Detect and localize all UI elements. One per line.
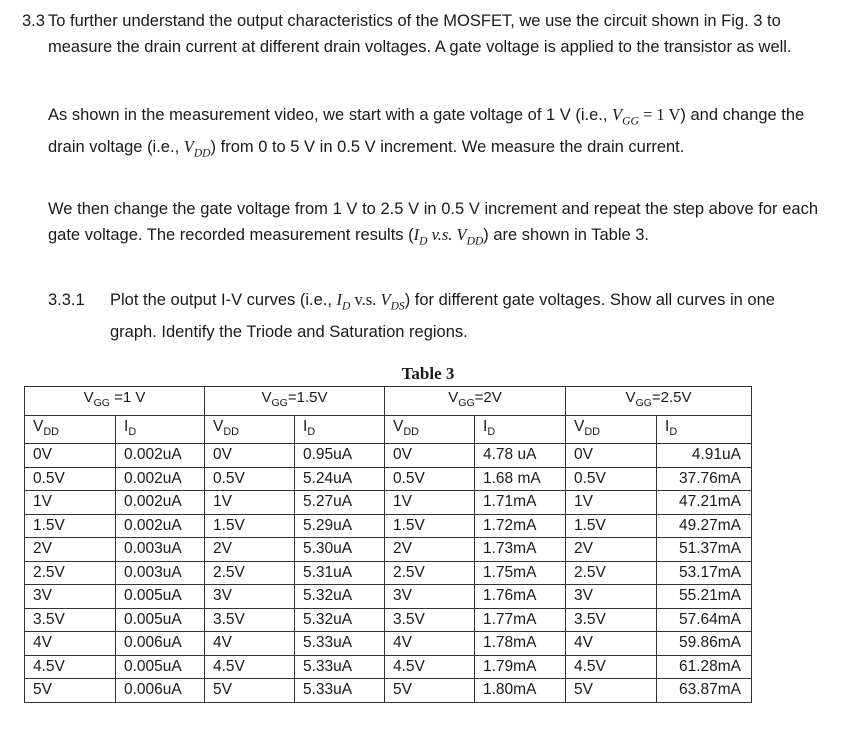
table-row: [25, 655, 752, 679]
vdd-cell: 2V: [205, 538, 295, 562]
id-cell: 1.79mA: [475, 655, 566, 679]
vdd-cell: 5V: [205, 679, 295, 703]
vdd-cell: 1V: [385, 491, 475, 515]
col-header-vdd: $V_{DD}$: [205, 415, 295, 444]
col-header-id: $I_D$: [116, 415, 205, 444]
id-cell: 0.005uA: [116, 655, 205, 679]
id-vs-vdd-math: $I_D$ v.s. $V_{DD}$: [413, 225, 484, 248]
vdd-cell: 3V: [566, 585, 657, 609]
id-cell: 0.002uA: [116, 444, 205, 468]
id-cell: 1.76mA: [475, 585, 566, 609]
vdd-cell: 4.5V: [385, 655, 475, 679]
vdd-cell: 2.5V: [205, 561, 295, 585]
vdd-cell: 0V: [205, 444, 295, 468]
vdd-cell: 1V: [566, 491, 657, 515]
vdd-cell: 1V: [205, 491, 295, 515]
group-vgg-2-5: $V_{GG}=2.5V$: [566, 387, 752, 416]
vdd-cell: 4.5V: [25, 655, 116, 679]
vdd-cell: 2.5V: [566, 561, 657, 585]
col-header-id: $I_D$: [657, 415, 752, 444]
id-cell: 57.64mA: [657, 608, 752, 632]
group-header-row: [25, 387, 752, 416]
vdd-cell: 0V: [385, 444, 475, 468]
id-cell: 0.002uA: [116, 491, 205, 515]
vdd-cell: 5V: [385, 679, 475, 703]
id-cell: 53.17mA: [657, 561, 752, 585]
id-cell: 5.33uA: [295, 655, 385, 679]
id-cell: 1.71mA: [475, 491, 566, 515]
id-cell: 5.33uA: [295, 632, 385, 656]
vdd-cell: 3.5V: [25, 608, 116, 632]
id-cell: 49.27mA: [657, 514, 752, 538]
table-caption: Table 3: [401, 364, 455, 383]
id-cell: 4.91uA: [657, 444, 752, 468]
vdd-cell: 3V: [385, 585, 475, 609]
table-row: [25, 538, 752, 562]
id-cell: 5.30uA: [295, 538, 385, 562]
column-header-row: [25, 415, 752, 444]
id-cell: 0.003uA: [116, 538, 205, 562]
id-cell: 1.78mA: [475, 632, 566, 656]
subsection-3-3-1: [48, 287, 818, 345]
repeat-paragraph: We then change the gate voltage from 1 V to 2.5 V in 0.5 V increment and repeat the step above for each gate voltage. The recorded measurement results ($I_D$ v.s. $V_{DD}$) are shown in Table 3.: [48, 200, 818, 248]
table-row: [25, 608, 752, 632]
subsection-number: 3.3.1: [48, 291, 85, 309]
vdd-cell: 4V: [385, 632, 475, 656]
vdd-cell: 4V: [25, 632, 116, 656]
vdd-cell: 3.5V: [205, 608, 295, 632]
vdd-cell: 1.5V: [25, 514, 116, 538]
vdd-math: $V_{DD}$: [183, 137, 211, 160]
id-cell: 59.86mA: [657, 632, 752, 656]
group-vgg-1-5: $V_{GG}=1.5V$: [205, 387, 385, 416]
id-cell: 1.68 mA: [475, 467, 566, 491]
vdd-cell: 0V: [25, 444, 116, 468]
vgg-math: $V_{GG} = 1$ V: [612, 105, 681, 128]
vdd-cell: 2.5V: [385, 561, 475, 585]
id-cell: 0.006uA: [116, 679, 205, 703]
vdd-cell: 4.5V: [205, 655, 295, 679]
vdd-cell: 0.5V: [566, 467, 657, 491]
measurement-table: [24, 386, 752, 703]
vdd-cell: 3V: [25, 585, 116, 609]
vdd-cell: 1.5V: [566, 514, 657, 538]
id-cell: 1.80mA: [475, 679, 566, 703]
vdd-cell: 1V: [25, 491, 116, 515]
group-vgg-2: $V_{GG}=2V$: [385, 387, 566, 416]
vdd-cell: 4V: [205, 632, 295, 656]
table-row: [25, 585, 752, 609]
vdd-cell: 4V: [566, 632, 657, 656]
id-cell: 51.37mA: [657, 538, 752, 562]
vdd-cell: 5V: [25, 679, 116, 703]
subsection-text: Plot the output I-V curves (i.e., $I_D$ v.s. $V_{DS}$) for different gate voltages. Show all curves in one graph. Identify the Triode and Saturation regions.: [110, 290, 775, 342]
id-cell: 5.29uA: [295, 514, 385, 538]
vdd-cell: 0V: [566, 444, 657, 468]
vdd-cell: 0.5V: [25, 467, 116, 491]
id-cell: 0.005uA: [116, 608, 205, 632]
col-header-vdd: $V_{DD}$: [566, 415, 657, 444]
col-header-id: $I_D$: [295, 415, 385, 444]
section-3-3-intro: [22, 8, 822, 60]
id-cell: 0.95uA: [295, 444, 385, 468]
id-cell: 5.27uA: [295, 491, 385, 515]
col-header-vdd: $V_{DD}$: [385, 415, 475, 444]
intro-text: To further understand the output characteristics of the MOSFET, we use the circuit shown in Fig. 3 to measure the drain current at different drain voltages. A gate voltage is applied to the transistor as well.: [48, 12, 792, 56]
id-cell: 0.006uA: [116, 632, 205, 656]
vdd-cell: 0.5V: [385, 467, 475, 491]
vdd-cell: 3V: [205, 585, 295, 609]
table-row: [25, 444, 752, 468]
id-cell: 5.33uA: [295, 679, 385, 703]
table-row: [25, 632, 752, 656]
vdd-cell: 3.5V: [566, 608, 657, 632]
id-cell: 47.21mA: [657, 491, 752, 515]
id-cell: 1.72mA: [475, 514, 566, 538]
id-cell: 5.32uA: [295, 608, 385, 632]
id-cell: 37.76mA: [657, 467, 752, 491]
id-cell: 1.73mA: [475, 538, 566, 562]
table-row: [25, 467, 752, 491]
vdd-cell: 2V: [385, 538, 475, 562]
id-cell: 0.002uA: [116, 467, 205, 491]
vdd-cell: 0.5V: [205, 467, 295, 491]
vdd-cell: 1.5V: [385, 514, 475, 538]
id-cell: 5.24uA: [295, 467, 385, 491]
id-cell: 5.32uA: [295, 585, 385, 609]
id-cell: 1.75mA: [475, 561, 566, 585]
section-number: 3.3: [22, 12, 45, 30]
id-vs-vds-math: $I_D$ v.s. $V_{DS}$: [336, 290, 405, 313]
vdd-cell: 2.5V: [25, 561, 116, 585]
id-cell: 4.78 uA: [475, 444, 566, 468]
table-row: [25, 491, 752, 515]
col-header-id: $I_D$: [475, 415, 566, 444]
vdd-cell: 2V: [566, 538, 657, 562]
id-cell: 0.003uA: [116, 561, 205, 585]
table-row: [25, 679, 752, 703]
id-cell: 5.31uA: [295, 561, 385, 585]
vdd-cell: 5V: [566, 679, 657, 703]
table-row: [25, 561, 752, 585]
id-cell: 61.28mA: [657, 655, 752, 679]
id-cell: 55.21mA: [657, 585, 752, 609]
vdd-cell: 3.5V: [385, 608, 475, 632]
group-vgg-1: $V_{GG} =1$ V: [25, 387, 205, 416]
vdd-cell: 1.5V: [205, 514, 295, 538]
vdd-cell: 4.5V: [566, 655, 657, 679]
id-cell: 1.77mA: [475, 608, 566, 632]
vdd-cell: 2V: [25, 538, 116, 562]
id-cell: 63.87mA: [657, 679, 752, 703]
table-row: [25, 514, 752, 538]
id-cell: 0.002uA: [116, 514, 205, 538]
procedure-paragraph: As shown in the measurement video, we start with a gate voltage of 1 V (i.e., $V_{GG} = 1$ V) and change the drain voltage (i.e., $V_{DD}$) from 0 to 5 V in 0.5 V increment. We measure the drain current.: [48, 105, 805, 160]
id-cell: 0.005uA: [116, 585, 205, 609]
col-header-vdd: $V_{DD}$: [25, 415, 116, 444]
